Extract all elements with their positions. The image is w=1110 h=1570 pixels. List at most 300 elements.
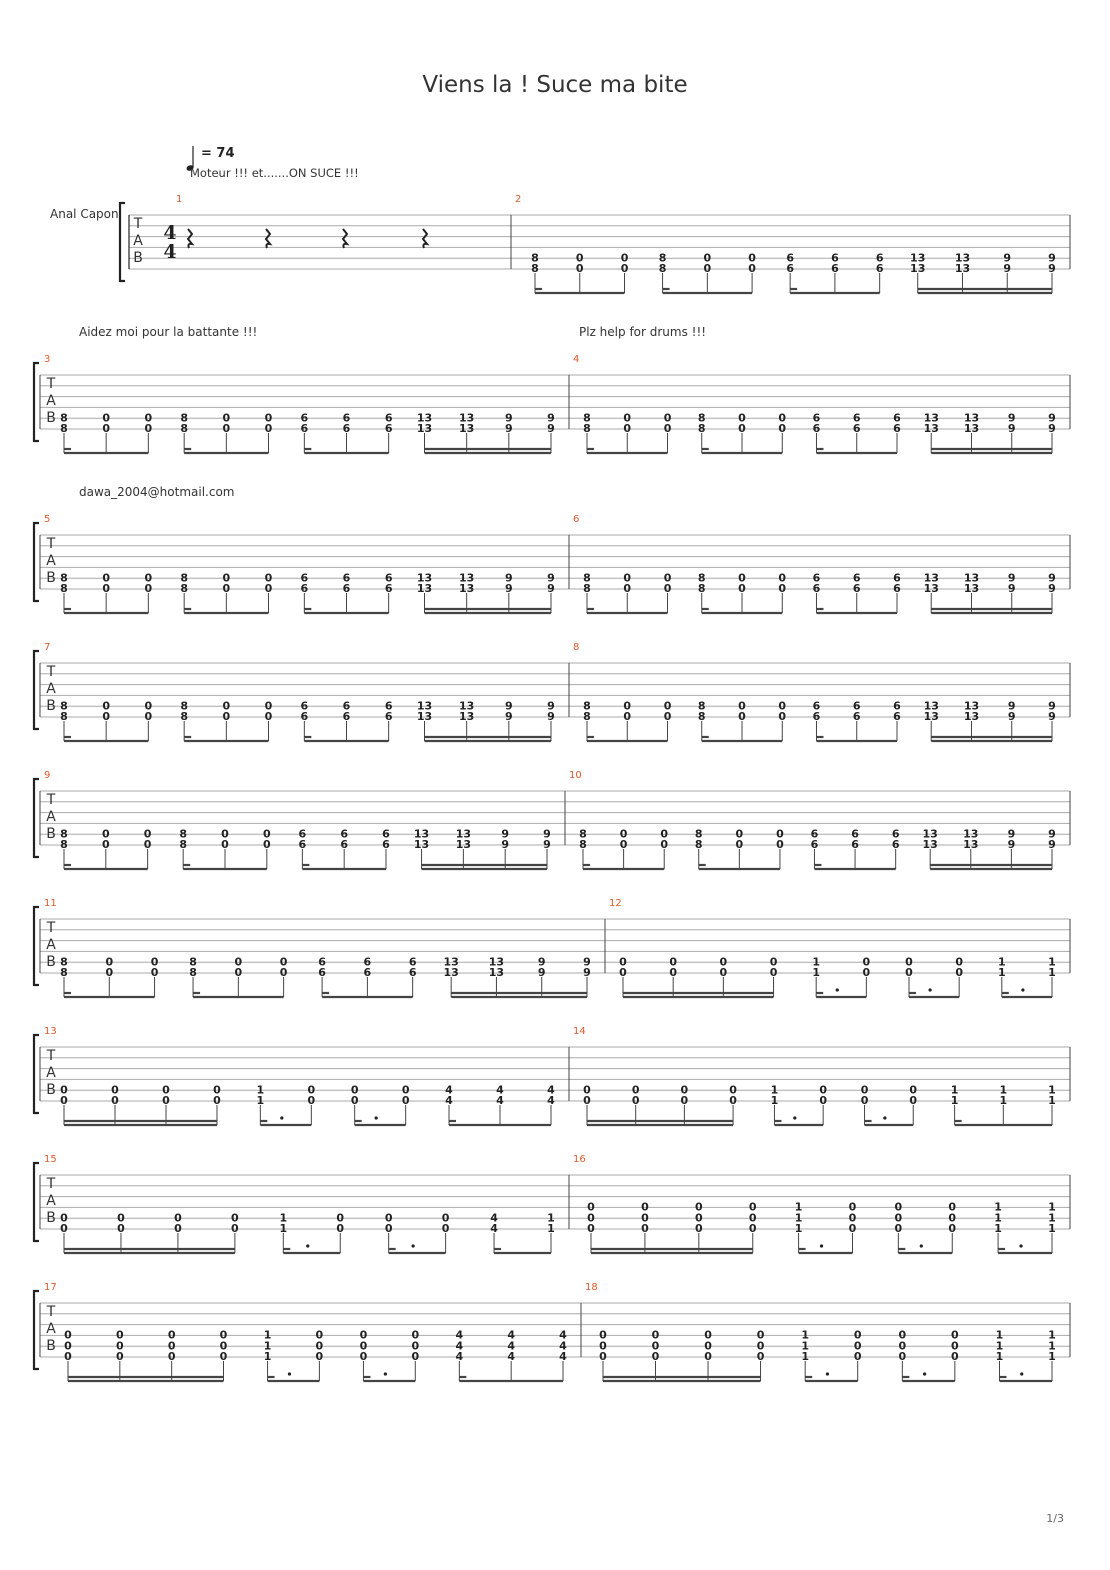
tab-clef-letter: T <box>46 1304 56 1320</box>
fret-number: 0 <box>769 966 778 980</box>
fret-number: 9 <box>543 827 551 841</box>
fret-number: 0 <box>778 571 787 585</box>
tab-clef-letter: B <box>46 1338 56 1354</box>
fret-number: 0 <box>748 1211 757 1225</box>
fret-number: 0 <box>738 411 746 425</box>
fret-number: 6 <box>831 251 839 265</box>
fret-number: 9 <box>1048 422 1056 436</box>
fret-number: 6 <box>408 966 417 980</box>
fret-number: 0 <box>695 1200 703 1214</box>
fret-number: 8 <box>583 699 591 713</box>
tab-clef-letter: T <box>46 920 56 936</box>
fret-number: 13 <box>923 582 939 596</box>
fret-number: 0 <box>651 1350 660 1364</box>
time-signature-digit: 4 <box>163 222 177 244</box>
fret-number: 13 <box>954 262 971 276</box>
fret-number: 8 <box>60 966 68 980</box>
dot-icon <box>883 1116 886 1119</box>
fret-number: 8 <box>583 422 591 436</box>
fret-number: 0 <box>231 1222 239 1236</box>
fret-number: 0 <box>663 411 672 425</box>
fret-number: 6 <box>852 582 861 596</box>
fret-number: 0 <box>860 1094 869 1108</box>
fret-number: 0 <box>651 1339 660 1353</box>
fret-number: 0 <box>401 1083 410 1097</box>
fret-number: 0 <box>599 1350 607 1364</box>
fret-number: 0 <box>663 699 672 713</box>
fret-number: 13 <box>459 710 475 724</box>
fret-number: 4 <box>496 1083 504 1097</box>
fret-number: 9 <box>505 582 513 596</box>
measure-number: 7 <box>44 642 51 653</box>
system-bracket <box>34 363 39 441</box>
fret-number: 0 <box>623 699 632 713</box>
fret-number: 0 <box>894 1200 903 1214</box>
fret-number: 13 <box>413 827 430 841</box>
fret-number: 0 <box>150 966 159 980</box>
dot-icon <box>928 988 931 991</box>
fret-number: 1 <box>812 966 821 980</box>
fret-number: 9 <box>1048 582 1056 596</box>
fret-number: 0 <box>279 966 288 980</box>
fret-number: 0 <box>748 262 756 276</box>
fret-number: 1 <box>1048 1200 1056 1214</box>
fret-number: 9 <box>1048 699 1056 713</box>
fret-number: 6 <box>340 838 349 852</box>
fret-number: 0 <box>853 1339 862 1353</box>
fret-number: 1 <box>812 955 821 969</box>
fret-number: 0 <box>599 1328 607 1342</box>
fret-number: 0 <box>411 1339 420 1353</box>
fret-number: 0 <box>695 1211 703 1225</box>
fret-number: 1 <box>547 1222 555 1236</box>
fret-number: 13 <box>488 955 505 969</box>
fret-number: 0 <box>748 1200 757 1214</box>
fret-number: 13 <box>459 571 475 585</box>
fret-number: 6 <box>786 251 794 265</box>
fret-number: 0 <box>102 571 110 585</box>
fret-number: 0 <box>264 710 273 724</box>
fret-number: 4 <box>507 1339 515 1353</box>
fret-number: 0 <box>575 251 584 265</box>
fret-number: 0 <box>144 699 153 713</box>
fret-number: 0 <box>150 955 159 969</box>
tab-clef-letter: T <box>46 792 56 808</box>
fret-number: 8 <box>697 582 706 596</box>
fret-number: 0 <box>222 422 231 436</box>
fret-number: 0 <box>819 1083 827 1097</box>
fret-number: 1 <box>997 966 1006 980</box>
tab-clef-letter: T <box>46 536 56 552</box>
fret-number: 13 <box>963 699 980 713</box>
fret-number: 0 <box>663 571 672 585</box>
fret-number: 13 <box>443 955 459 969</box>
fret-number: 1 <box>994 1211 1002 1225</box>
fret-number: 0 <box>735 827 744 841</box>
fret-number: 1 <box>1048 1339 1056 1353</box>
fret-number: 0 <box>905 955 913 969</box>
fret-number: 6 <box>893 571 901 585</box>
fret-number: 0 <box>101 838 110 852</box>
fret-number: 0 <box>660 838 669 852</box>
fret-number: 9 <box>505 710 513 724</box>
tab-system <box>34 898 1070 997</box>
fret-number: 9 <box>505 699 513 713</box>
fret-number: 9 <box>505 422 513 436</box>
fret-number: 0 <box>575 262 584 276</box>
annotation-aidez: Aidez moi pour la battante !!! <box>79 325 258 339</box>
fret-number: 8 <box>583 411 591 425</box>
fret-number: 4 <box>455 1339 464 1353</box>
fret-number: 1 <box>279 1222 288 1236</box>
fret-number: 6 <box>852 710 861 724</box>
fret-number: 0 <box>143 838 152 852</box>
fret-number: 6 <box>384 571 393 585</box>
tab-clef-letter: B <box>46 1082 56 1098</box>
fret-number: 4 <box>455 1328 464 1342</box>
fret-number: 8 <box>60 827 68 841</box>
fret-number: 1 <box>995 1350 1004 1364</box>
fret-number: 0 <box>411 1350 420 1364</box>
fret-number: 6 <box>384 699 393 713</box>
dot-icon <box>280 1116 283 1119</box>
fret-number: 0 <box>162 1083 170 1097</box>
tab-clef-letter: T <box>46 1176 56 1192</box>
fret-number: 8 <box>60 710 68 724</box>
fret-number: 4 <box>455 1350 464 1364</box>
fret-number: 6 <box>384 582 393 596</box>
fret-number: 0 <box>222 571 231 585</box>
fret-number: 0 <box>102 710 110 724</box>
fret-number: 0 <box>756 1350 765 1364</box>
fret-number: 0 <box>623 582 632 596</box>
measure-number: 1 <box>176 194 183 205</box>
fret-number: 0 <box>64 1328 72 1342</box>
fret-number: 0 <box>315 1350 324 1364</box>
fret-number: 6 <box>384 422 393 436</box>
fret-number: 0 <box>620 262 629 276</box>
fret-number: 0 <box>619 966 627 980</box>
fret-number: 0 <box>955 955 964 969</box>
fret-number: 0 <box>951 1339 959 1353</box>
fret-number: 8 <box>60 838 68 852</box>
fret-number: 8 <box>583 710 591 724</box>
fret-number: 0 <box>623 571 632 585</box>
fret-number: 0 <box>583 1094 591 1108</box>
fret-number: 8 <box>60 411 68 425</box>
fret-number: 0 <box>738 582 746 596</box>
fret-number: 6 <box>851 827 859 841</box>
fret-number: 6 <box>300 699 309 713</box>
fret-number: 1 <box>1048 1094 1056 1108</box>
fret-number: 0 <box>587 1200 595 1214</box>
fret-number: 13 <box>963 710 980 724</box>
fret-number: 0 <box>222 582 231 596</box>
fret-number: 0 <box>384 1222 393 1236</box>
fret-number: 0 <box>738 422 746 436</box>
fret-number: 13 <box>416 422 433 436</box>
fret-number: 6 <box>852 699 861 713</box>
tab-system <box>34 1154 1070 1253</box>
fret-number: 6 <box>340 827 349 841</box>
system-bracket <box>34 1035 39 1113</box>
fret-number: 0 <box>401 1094 410 1108</box>
fret-number: 13 <box>963 571 980 585</box>
fret-number: 6 <box>342 411 351 425</box>
fret-number: 8 <box>694 838 703 852</box>
fret-number: 13 <box>488 966 505 980</box>
fret-number: 1 <box>263 1350 272 1364</box>
fret-number: 0 <box>619 838 628 852</box>
fret-number: 0 <box>862 955 871 969</box>
fret-number: 0 <box>307 1083 316 1097</box>
measure-number: 14 <box>573 1026 586 1037</box>
measure-number: 15 <box>44 1154 57 1165</box>
fret-number: 0 <box>719 966 728 980</box>
fret-number: 0 <box>162 1094 170 1108</box>
fret-number: 6 <box>342 710 351 724</box>
measure-number: 9 <box>44 770 51 781</box>
fret-number: 0 <box>336 1222 345 1236</box>
fret-number: 1 <box>1048 955 1056 969</box>
fret-number: 0 <box>102 699 110 713</box>
fret-number: 6 <box>852 571 861 585</box>
fret-number: 8 <box>697 411 706 425</box>
fret-number: 0 <box>948 1211 957 1225</box>
fret-number: 6 <box>812 710 821 724</box>
tab-clef-letter: A <box>46 1321 56 1337</box>
fret-number: 6 <box>812 699 821 713</box>
fret-number: 13 <box>416 571 433 585</box>
fret-number: 0 <box>60 1083 68 1097</box>
fret-number: 6 <box>300 710 309 724</box>
fret-number: 6 <box>382 827 390 841</box>
fret-number: 4 <box>445 1083 453 1097</box>
fret-number: 4 <box>496 1094 504 1108</box>
fret-number: 1 <box>994 1200 1002 1214</box>
fret-number: 6 <box>875 262 884 276</box>
fret-number: 6 <box>893 699 901 713</box>
fret-number: 9 <box>1048 571 1056 585</box>
fret-number: 0 <box>222 411 231 425</box>
fret-number: 1 <box>997 955 1006 969</box>
fret-number: 8 <box>60 422 68 436</box>
fret-number: 0 <box>116 1328 124 1342</box>
fret-number: 0 <box>778 710 787 724</box>
fret-number: 0 <box>641 1222 649 1236</box>
fret-number: 8 <box>697 699 706 713</box>
fret-number: 1 <box>794 1222 803 1236</box>
fret-number: 0 <box>264 411 273 425</box>
fret-number: 0 <box>948 1222 957 1236</box>
fret-number: 0 <box>262 827 271 841</box>
instrument-name: Anal Capon <box>50 207 119 221</box>
fret-number: 13 <box>443 966 459 980</box>
fret-number: 0 <box>951 1328 959 1342</box>
fret-number: 8 <box>180 411 188 425</box>
fret-number: 9 <box>547 710 555 724</box>
fret-number: 0 <box>60 1222 68 1236</box>
fret-number: 13 <box>923 571 939 585</box>
fret-number: 0 <box>703 251 712 265</box>
quarter-rest-icon <box>188 229 192 248</box>
tab-clef-letter: T <box>133 216 143 232</box>
tab-clef-letter: B <box>133 250 143 266</box>
fret-number: 0 <box>898 1328 907 1342</box>
system-bracket <box>34 907 39 985</box>
fret-number: 9 <box>1007 699 1016 713</box>
dot-icon <box>836 988 839 991</box>
fret-number: 0 <box>279 955 288 969</box>
fret-number: 0 <box>384 1211 393 1225</box>
dot-icon <box>920 1244 923 1247</box>
fret-number: 6 <box>300 411 309 425</box>
tab-clef-letter: A <box>46 553 56 569</box>
fret-number: 0 <box>905 966 913 980</box>
tab-clef-letter: B <box>46 954 56 970</box>
fret-number: 0 <box>174 1211 182 1225</box>
fret-number: 0 <box>619 955 627 969</box>
fret-number: 8 <box>179 838 188 852</box>
fret-number: 6 <box>786 262 794 276</box>
fret-number: 0 <box>411 1328 420 1342</box>
measure-number: 6 <box>573 514 580 525</box>
fret-number: 9 <box>1048 262 1056 276</box>
fret-number: 9 <box>547 411 555 425</box>
fret-number: 4 <box>559 1339 567 1353</box>
fret-number: 8 <box>694 827 703 841</box>
fret-number: 1 <box>794 1200 803 1214</box>
fret-number: 8 <box>583 582 591 596</box>
measure-number: 12 <box>609 898 622 909</box>
fret-number: 13 <box>923 699 939 713</box>
fret-number: 0 <box>623 422 632 436</box>
fret-number: 0 <box>860 1083 869 1097</box>
measure-number: 11 <box>44 898 57 909</box>
dot-icon <box>826 1372 829 1375</box>
fret-number: 0 <box>441 1222 450 1236</box>
fret-number: 9 <box>1003 251 1012 265</box>
fret-number: 0 <box>776 838 784 852</box>
fret-number: 9 <box>583 955 591 969</box>
fret-number: 8 <box>180 422 188 436</box>
fret-number: 13 <box>923 710 939 724</box>
fret-number: 13 <box>963 411 980 425</box>
fret-number: 0 <box>738 571 746 585</box>
fret-number: 6 <box>342 422 351 436</box>
fret-number: 0 <box>848 1211 857 1225</box>
fret-number: 0 <box>222 699 231 713</box>
fret-number: 4 <box>490 1222 498 1236</box>
fret-number: 6 <box>875 251 884 265</box>
fret-number: 9 <box>1048 710 1056 724</box>
fret-number: 6 <box>300 571 309 585</box>
dot-icon <box>306 1244 309 1247</box>
fret-number: 0 <box>587 1211 595 1225</box>
fret-number: 0 <box>116 1339 124 1353</box>
fret-number: 6 <box>298 827 307 841</box>
fret-number: 0 <box>909 1083 918 1097</box>
fret-number: 0 <box>663 710 672 724</box>
fret-number: 0 <box>680 1094 689 1108</box>
fret-number: 0 <box>778 411 787 425</box>
fret-number: 0 <box>264 582 273 596</box>
fret-number: 0 <box>105 955 114 969</box>
fret-number: 0 <box>350 1083 359 1097</box>
tab-system <box>34 1282 1070 1381</box>
fret-number: 1 <box>994 1222 1002 1236</box>
fret-number: 13 <box>455 838 472 852</box>
tab-system <box>34 770 1070 869</box>
system-bracket <box>120 203 125 281</box>
fret-number: 0 <box>219 1328 228 1342</box>
fret-number: 13 <box>416 411 433 425</box>
fret-number: 6 <box>891 827 900 841</box>
fret-number: 13 <box>963 838 979 852</box>
dot-icon <box>384 1372 387 1375</box>
tab-clef-letter: A <box>46 393 56 409</box>
dot-icon <box>923 1372 926 1375</box>
fret-number: 8 <box>180 571 188 585</box>
fret-number: 1 <box>770 1094 779 1108</box>
fret-number: 0 <box>620 251 629 265</box>
tab-clef-letter: T <box>46 664 56 680</box>
annotation-intro: Moteur !!! et.......ON SUCE !!! <box>190 166 359 180</box>
fret-number: 0 <box>955 966 964 980</box>
fret-number: 0 <box>769 955 778 969</box>
dot-icon <box>820 1244 823 1247</box>
fret-number: 9 <box>543 838 551 852</box>
fret-number: 0 <box>894 1211 903 1225</box>
fret-number: 6 <box>893 582 901 596</box>
fret-number: 6 <box>812 582 821 596</box>
fret-number: 0 <box>262 838 271 852</box>
fret-number: 0 <box>848 1200 857 1214</box>
fret-number: 4 <box>559 1350 567 1364</box>
fret-number: 6 <box>363 955 372 969</box>
fret-number: 0 <box>894 1222 903 1236</box>
fret-number: 0 <box>669 966 678 980</box>
fret-number: 1 <box>770 1083 779 1097</box>
fret-number: 0 <box>105 966 114 980</box>
fret-number: 6 <box>812 571 821 585</box>
fret-number: 13 <box>413 838 430 852</box>
fret-number: 0 <box>221 827 229 841</box>
dot-icon <box>1020 1372 1023 1375</box>
fret-number: 0 <box>641 1200 649 1214</box>
fret-number: 0 <box>231 1211 239 1225</box>
fret-number: 9 <box>1007 422 1016 436</box>
tab-clef-letter: T <box>46 376 56 392</box>
fret-number: 6 <box>318 966 326 980</box>
fret-number: 8 <box>583 571 591 585</box>
fret-number: 0 <box>213 1094 221 1108</box>
fret-number: 0 <box>951 1350 959 1364</box>
fret-number: 0 <box>898 1339 907 1353</box>
fret-number: 9 <box>537 966 546 980</box>
page-number: 1/3 <box>1046 1512 1064 1525</box>
fret-number: 0 <box>315 1328 324 1342</box>
fret-number: 0 <box>64 1339 72 1353</box>
tab-clef-letter: A <box>133 233 143 249</box>
quarter-rest-icon <box>266 229 270 248</box>
fret-number: 4 <box>547 1083 555 1097</box>
fret-number: 1 <box>794 1211 803 1225</box>
fret-number: 1 <box>1048 1222 1056 1236</box>
tab-clef-letter: B <box>46 1210 56 1226</box>
fret-number: 0 <box>144 582 153 596</box>
fret-number: 1 <box>263 1339 272 1353</box>
